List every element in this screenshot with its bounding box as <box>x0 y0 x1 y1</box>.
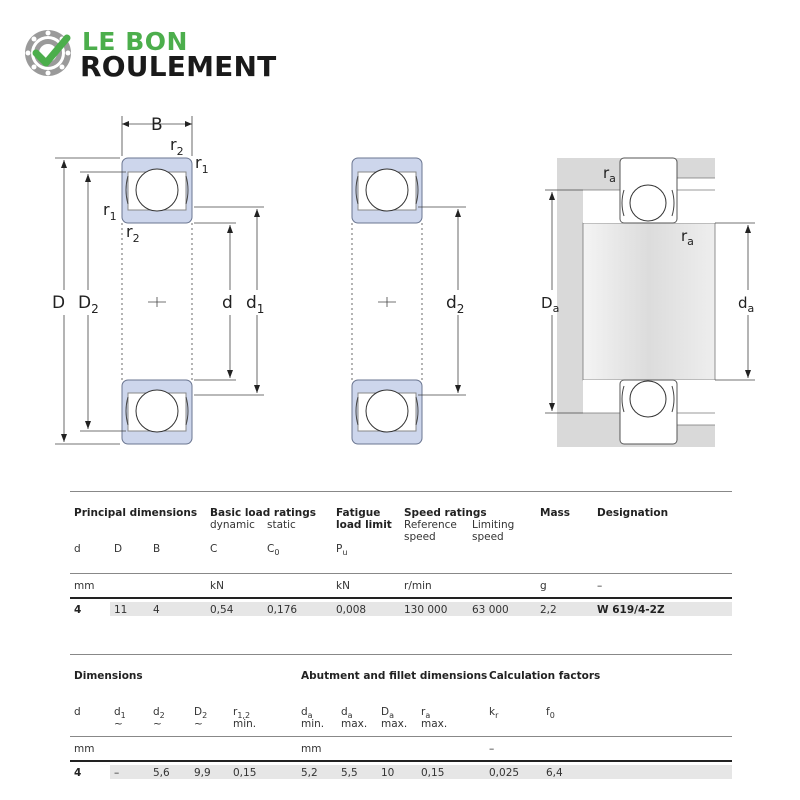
table2-top-rule <box>70 654 732 655</box>
t1-h-limiting2: speed <box>472 531 504 543</box>
t2-sym-Da-sub: max. <box>381 718 408 730</box>
t2-val-D2: 9,9 <box>194 767 211 779</box>
t2-sym-da2-sub: max. <box>341 718 368 730</box>
t1-sym-D: D <box>114 543 123 555</box>
t2-sym-r12-sub: min. <box>233 718 257 730</box>
table1-data-rule <box>70 597 732 599</box>
t1-h-dynamic: dynamic <box>210 519 255 531</box>
t1-val-D: 11 <box>114 604 128 616</box>
t1-h-mass: Mass <box>540 507 571 519</box>
t2-unit-dash: – <box>489 743 495 755</box>
t1-h-reference2: speed <box>404 531 436 543</box>
t2-val-da-min: 5,2 <box>301 767 318 779</box>
t2-h-calc: Calculation factors <box>489 670 601 682</box>
table2-data-rule <box>70 760 732 762</box>
label-da: $d_a$ <box>738 294 755 315</box>
t2-sym-kr: $k_r$ <box>489 706 499 721</box>
t2-sym-da-sub: min. <box>301 718 325 730</box>
table1-top-rule <box>70 491 732 492</box>
label-D: D <box>52 293 66 313</box>
t1-val-d: 4 <box>74 604 82 616</box>
label-d1: $d_1$ <box>246 293 265 316</box>
label-r2-top: $r_2$ <box>170 135 184 158</box>
label-r1-left: $r_1$ <box>103 200 117 223</box>
mounting-section <box>557 158 715 447</box>
t1-sym-C0: $C_0$ <box>267 543 280 558</box>
table1-mid-rule <box>70 573 732 574</box>
t1-val-lim: 63 000 <box>472 604 509 616</box>
label-B: B <box>151 115 163 135</box>
t2-val-da-max: 5,5 <box>341 767 358 779</box>
label-d2: $d_2$ <box>446 293 465 316</box>
t2-sym-da: $d_a$ <box>301 706 313 721</box>
t1-sym-C: C <box>210 543 218 555</box>
table2-mid-rule <box>70 736 732 737</box>
t1-h-fatigue1: Fatigue <box>336 507 381 519</box>
t2-sym-f0: $f_0$ <box>546 706 555 721</box>
t1-h-fatigue2: load limit <box>336 519 392 531</box>
t2-val-kr: 0,025 <box>489 767 520 779</box>
t1-val-B: 4 <box>153 604 160 616</box>
t1-h-static: static <box>267 519 296 531</box>
t2-sym-d: d <box>74 706 81 718</box>
t2-sym-d2-tilde: ~ <box>153 718 162 730</box>
t2-sym-d1-tilde: ~ <box>114 718 123 730</box>
t1-unit-kN1: kN <box>210 580 224 592</box>
brand-line-2: ROULEMENT <box>80 50 277 83</box>
t2-val-f0: 6,4 <box>546 767 563 779</box>
t2-val-ra-max: 0,15 <box>421 767 445 779</box>
t2-sym-Da: $D_a$ <box>381 706 394 721</box>
label-r1-top: $r_1$ <box>195 153 209 176</box>
label-r2-left: $r_2$ <box>126 222 140 245</box>
t1-val-Pu: 0,008 <box>336 604 367 616</box>
t1-sym-d: d <box>74 543 81 555</box>
t1-sym-Pu: $P_u$ <box>336 543 348 558</box>
t1-val-designation: W 619/4-2Z <box>597 604 665 616</box>
t1-unit-rmin: r/min <box>404 580 432 592</box>
t2-sym-ra-sub: max. <box>421 718 448 730</box>
t2-sym-d1: $d_1$ <box>114 706 126 721</box>
t2-val-d1: – <box>114 767 120 779</box>
t1-h-designation: Designation <box>597 507 669 519</box>
t2-val-d2: 5,6 <box>153 767 170 779</box>
t1-h-load: Basic load ratings <box>210 507 317 519</box>
brand-line-1: LE BON <box>82 27 188 56</box>
t2-unit-mm1: mm <box>74 743 95 755</box>
t2-h-dimensions: Dimensions <box>74 670 143 682</box>
t1-val-C: 0,54 <box>210 604 234 616</box>
t2-val-d: 4 <box>74 767 82 779</box>
label-ra-top: $r_a$ <box>603 164 616 185</box>
t1-unit-g: g <box>540 580 547 592</box>
t1-h-speed: Speed ratings <box>404 507 487 519</box>
t1-unit-dash: – <box>597 580 603 592</box>
t2-sym-da2: $d_a$ <box>341 706 353 721</box>
t1-h-principal: Principal dimensions <box>74 507 198 519</box>
t2-sym-d2: $d_2$ <box>153 706 165 721</box>
t1-unit-mm: mm <box>74 580 95 592</box>
t2-val-r12: 0,15 <box>233 767 257 779</box>
t2-sym-D2: $D_2$ <box>194 706 208 721</box>
t1-h-reference1: Reference <box>404 519 457 531</box>
t1-sym-B: B <box>153 543 161 555</box>
label-d: d <box>222 293 233 313</box>
t2-sym-ra: $r_a$ <box>421 706 431 721</box>
t2-sym-r12: $r_{1,2}$ <box>233 706 251 721</box>
label-D2: $D_2$ <box>78 293 99 316</box>
t1-h-limiting1: Limiting <box>472 519 515 531</box>
t1-val-C0: 0,176 <box>267 604 298 616</box>
t1-val-mass: 2,2 <box>540 604 557 616</box>
t2-val-Da-max: 10 <box>381 767 395 779</box>
label-ra-right: $r_a$ <box>681 227 694 248</box>
t1-val-ref: 130 000 <box>404 604 448 616</box>
t2-h-abutment: Abutment and fillet dimensions <box>301 670 488 682</box>
t1-unit-kN2: kN <box>336 580 350 592</box>
label-Da: $D_a$ <box>541 294 560 315</box>
t2-unit-mm2: mm <box>301 743 322 755</box>
t2-sym-D2-tilde: ~ <box>194 718 203 730</box>
